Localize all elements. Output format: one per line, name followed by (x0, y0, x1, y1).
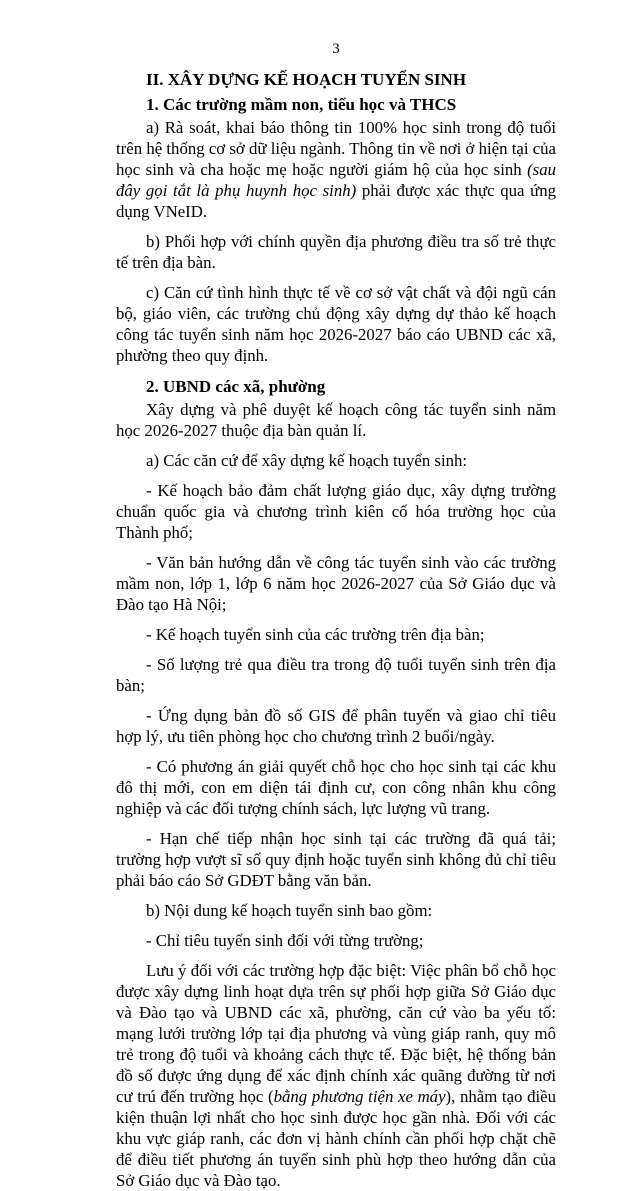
basis-item: - Ứng dụng bản đồ số GIS để phân tuyến và giao chỉ tiêu hợp lý, ưu tiên phòng học cho chương trình 2 buổi/ngày. (116, 706, 556, 746)
paragraph-2b-item: - Chỉ tiêu tuyển sinh đối với từng trường; (146, 931, 424, 950)
basis-item: - Kế hoạch tuyển sinh của các trường trên địa bàn; (146, 625, 485, 644)
paragraph-1a-italic: (sau đây gọi tắt là phụ huynh học sinh) (116, 160, 556, 200)
basis-item: - Văn bản hướng dẫn về công tác tuyển sinh vào các trường mầm non, lớp 1, lớp 6 năm học 2026-2027 của Sở Giáo dục và Đào tạo Hà Nội; (116, 553, 556, 614)
page-number: 3 (332, 41, 340, 57)
paragraph-1a-text: a) Rà soát, khai báo thông tin 100% học sinh trong độ tuổi trên hệ thống cơ sở dữ liệu ngành. Thông tin về nơi ở hiện tại của học sinh và cha hoặc mẹ hoặc người giám hộ của học sinh (116, 118, 556, 179)
basis-item: - Có phương án giải quyết chỗ học cho học sinh tại các khu đô thị mới, con em diện tái định cư, con công nhân khu công nghiệp và các đối tượng chính sách, lực lượng vũ trang. (116, 757, 556, 818)
paragraph-2b-title: b) Nội dung kế hoạch tuyển sinh bao gồm: (146, 901, 433, 920)
subsection-2-title: 2. UBND các xã, phường (146, 377, 326, 396)
basis-item: - Số lượng trẻ qua điều tra trong độ tuổi tuyển sinh trên địa bàn; (116, 655, 556, 695)
paragraph-1a-text-end: phải được xác thực qua ứng dụng VNeID. (116, 181, 556, 221)
special-case-note (116, 960, 556, 1191)
note-italic: bằng phương tiện xe máy (273, 1087, 446, 1106)
note-text-end: ), nhằm tạo điều kiện thuận lợi nhất cho học sinh được học gần nhà. Đối với các khu vực giáp ranh, các đơn vị hành chính cần phối hợp chặt chẽ để điều tiết phương án tuyển sinh phù hợp theo hướng dẫn của Sở Giáo dục và Đào tạo. (116, 1087, 556, 1190)
paragraph-1a (116, 117, 556, 222)
subsection-1-title: 1. Các trường mầm non, tiểu học và THCS (146, 95, 457, 114)
paragraph-2a-title: a) Các căn cứ để xây dựng kế hoạch tuyển sinh: (146, 451, 468, 470)
basis-item: - Hạn chế tiếp nhận học sinh tại các trường đã quá tải; trường hợp vượt sĩ số quy định hoặc tuyển sinh không đủ chỉ tiêu phải báo cáo Sở GDĐT bằng văn bản. (116, 829, 556, 890)
paragraph-1b: b) Phối hợp với chính quyền địa phương điều tra số trẻ thực tế trên địa bàn. (116, 232, 556, 272)
note-text: Lưu ý đối với các trường hợp đặc biệt: Việc phân bổ chỗ học được xây dựng linh hoạt dựa trên sự phối hợp giữa Sở Giáo dục và Đào tạo và UBND các xã, phường, căn cứ vào ba yếu tố: mạng lưới trường lớp tại địa phương và vùng giáp ranh, quy mô trẻ trong độ tuổi và khoảng cách thực tế. Đặc biệt, hệ thống bản đồ số được ứng dụng để xác định chính xác quãng đường từ nơi cư trú đến trường học ( (116, 961, 556, 1106)
basis-item: - Kế hoạch bảo đảm chất lượng giáo dục, xây dựng trường chuẩn quốc gia và chương trình kiên cố hóa trường học của Thành phố; (116, 481, 556, 542)
section-title: II. XÂY DỰNG KẾ HOẠCH TUYỂN SINH (146, 70, 467, 89)
paragraph-2-intro: Xây dựng và phê duyệt kế hoạch công tác tuyển sinh năm học 2026-2027 thuộc địa bàn quản lí. (116, 400, 556, 440)
paragraph-1c: c) Căn cứ tình hình thực tế về cơ sở vật chất và đội ngũ cán bộ, giáo viên, các trường chủ động xây dựng dự thảo kế hoạch công tác tuyển sinh năm học 2026-2027 báo cáo UBND các xã, phường theo quy định. (116, 283, 556, 365)
